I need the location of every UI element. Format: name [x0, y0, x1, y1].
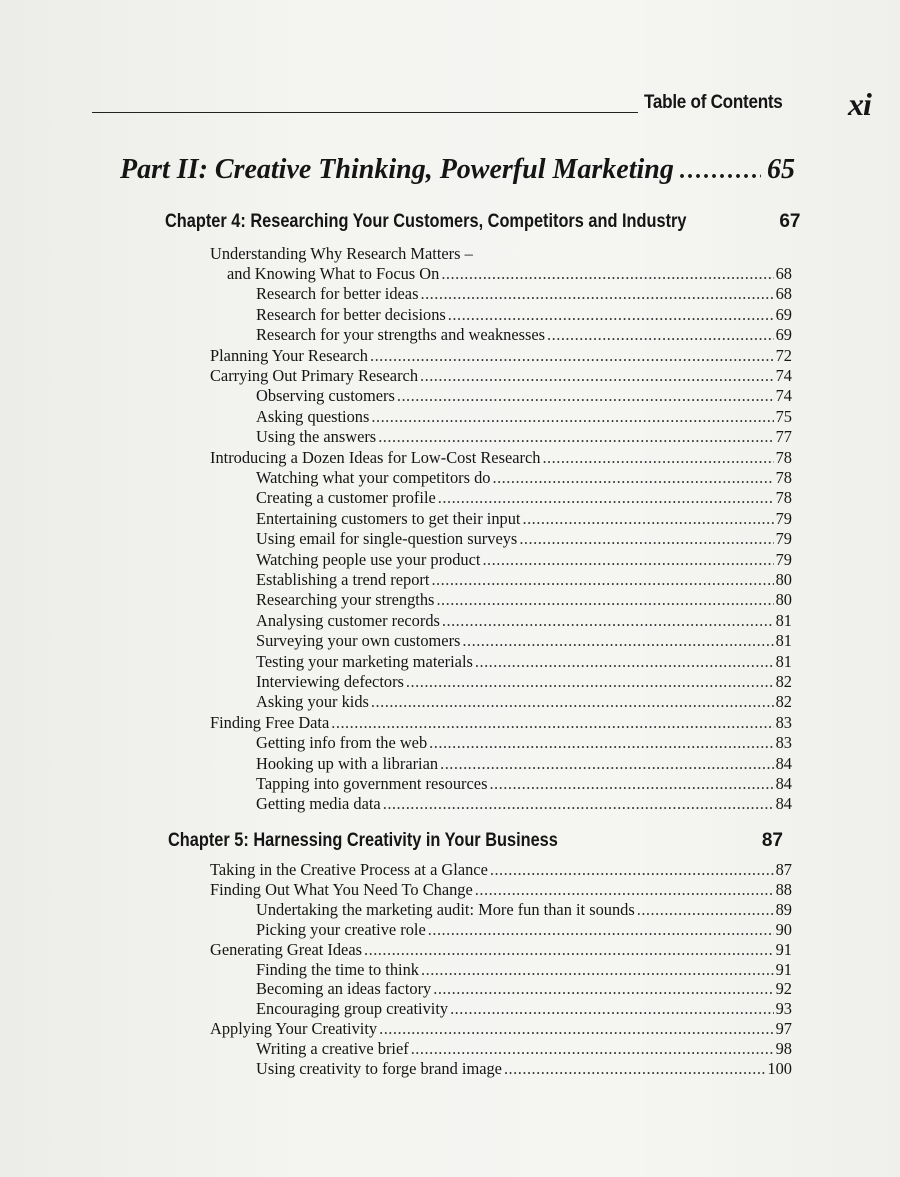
toc-entry [256, 733, 792, 753]
leader-dots [489, 774, 773, 794]
toc-entry-page: 80 [775, 570, 792, 589]
toc-entry-title: Introducing a Dozen Ideas for Low-Cost Research [210, 447, 541, 467]
toc-entry-title: Finding Out What You Need To Change [210, 879, 473, 899]
toc-entry-title: Surveying your own customers [256, 631, 461, 651]
leader-dots [433, 979, 773, 999]
toc-entry-title: Entertaining customers to get their input [256, 508, 521, 528]
toc-entry-title: Writing a creative brief [256, 1039, 409, 1059]
leader-dots [397, 386, 774, 406]
leader-dots [370, 346, 774, 366]
leader-dots [420, 366, 774, 386]
toc-entry [210, 448, 792, 468]
toc-entry [256, 794, 792, 814]
toc-entry [256, 407, 792, 427]
toc-entry-page: 79 [775, 549, 792, 569]
toc-entry-title: Using creativity to forge brand image [256, 1059, 502, 1078]
toc-entry [256, 652, 792, 672]
toc-entry [210, 940, 792, 960]
toc-entry [210, 713, 792, 733]
toc-entry-title: Hooking up with a librarian [256, 753, 439, 773]
toc-entry-page: 75 [775, 406, 792, 426]
toc-entry-page: 91 [775, 939, 792, 959]
leader-dots [406, 672, 774, 692]
leader-dots [482, 550, 773, 570]
toc-entry [256, 672, 792, 692]
toc-entry [210, 366, 792, 386]
leader-dots [490, 860, 774, 880]
toc-entry [227, 264, 792, 284]
leader-dots [383, 794, 774, 814]
toc-entry [256, 488, 792, 508]
toc-entry-title: Finding Free Data [210, 712, 330, 732]
leader-dots [547, 325, 774, 345]
toc-entry [256, 590, 792, 610]
toc-entry-title: Taking in the Creative Process at a Glance [210, 860, 488, 879]
toc-entry-title: Becoming an ideas factory [256, 979, 432, 999]
toc-entry-title: Analysing customer records [256, 610, 440, 630]
leader-dots [680, 158, 761, 185]
toc-entry-page: 84 [775, 794, 792, 814]
toc-entry-title: and Knowing What to Focus On [227, 264, 440, 283]
toc-entry-page: 82 [775, 692, 792, 712]
leader-dots [331, 713, 773, 733]
toc-entry-page: 80 [775, 590, 792, 610]
toc-entry-title: Research for better ideas [256, 284, 419, 304]
toc-entry [256, 920, 792, 940]
leader-dots [440, 754, 774, 774]
toc-entry-page: 68 [775, 264, 792, 283]
toc-entry-page: 78 [775, 488, 792, 508]
page-number: xi [848, 86, 871, 122]
part-title: Part II: Creative Thinking, Powerful Marketing [120, 154, 674, 185]
toc-entry-title: Finding the time to think [256, 959, 419, 979]
toc-entry-page: 81 [775, 631, 792, 651]
chapter-4-page: 67 [779, 211, 801, 232]
toc-entry-page: 79 [775, 529, 792, 549]
toc-entry [256, 611, 792, 631]
toc-entry-page: 87 [775, 860, 792, 879]
leader-dots [450, 999, 774, 1019]
leader-dots [519, 529, 773, 549]
toc-entry-page: 98 [775, 1039, 792, 1059]
toc-entry-page: 74 [775, 386, 792, 406]
toc-entry-page: 82 [775, 672, 792, 691]
leader-dots [411, 1039, 774, 1059]
toc-entry [256, 570, 792, 590]
toc-entry-title: Research for better decisions [256, 304, 446, 324]
toc-entry-title: Using the answers [256, 427, 377, 447]
leader-dots [492, 468, 773, 488]
toc-entry [256, 900, 792, 920]
leader-dots [637, 900, 774, 920]
leader-dots [542, 448, 773, 468]
toc-entry-page: 83 [775, 712, 792, 732]
toc-entry [256, 692, 792, 712]
toc-entry-page: 69 [775, 304, 792, 324]
chapter-5-title: Chapter 5: Harnessing Creativity in Your Business [168, 830, 558, 851]
leader-dots [364, 940, 774, 960]
toc-entry-title: Carrying Out Primary Research [210, 366, 419, 385]
toc-entry-title: Undertaking the marketing audit: More fun than it sounds [256, 899, 635, 919]
toc-entry-page: 97 [775, 1019, 792, 1039]
toc-entry-title: Interviewing defectors [256, 672, 404, 691]
toc-entry-page: 84 [775, 753, 792, 773]
toc-entry-title: Observing customers [256, 386, 395, 406]
toc-entry [256, 550, 792, 570]
toc-entry [256, 427, 792, 447]
toc-entry-title: Establishing a trend report [256, 570, 430, 589]
running-head [92, 86, 882, 120]
toc-entry-page: 72 [775, 345, 792, 365]
toc-entry-title: Research for your strengths and weaknesses [256, 325, 546, 345]
toc-entry [256, 631, 792, 651]
chapter-4-title: Chapter 4: Researching Your Customers, Competitors and Industry [165, 211, 687, 232]
chapter-5-page: 87 [761, 830, 783, 851]
leader-dots [371, 407, 773, 427]
chapter-4-heading [165, 211, 801, 233]
toc-entry-page: 91 [775, 959, 792, 979]
leader-dots [421, 960, 774, 980]
toc-entry-page: 90 [775, 919, 792, 939]
toc-entry-title: Applying Your Creativity [210, 1019, 378, 1039]
toc-entry [256, 754, 792, 774]
toc-entry-page: 100 [767, 1059, 792, 1078]
leader-dots [429, 733, 773, 753]
toc-entry-title: Tapping into government resources [256, 774, 488, 793]
toc-entry-title: Picking your creative role [256, 919, 426, 939]
toc-entry-page: 81 [775, 610, 792, 630]
toc-entry [256, 1039, 792, 1059]
chapter-5-heading [168, 830, 783, 852]
toc-entry-title: Asking your kids [256, 692, 369, 712]
toc-entry-page: 92 [775, 979, 792, 999]
part-heading [120, 154, 795, 186]
toc-entry-page: 81 [775, 651, 792, 671]
leader-dots [448, 305, 774, 325]
toc-entry-page: 68 [775, 284, 792, 304]
leader-dots [431, 570, 773, 590]
toc-entry [256, 979, 792, 999]
toc-entry-title: Getting info from the web [256, 733, 428, 753]
toc-entry-title: Watching people use your product [256, 549, 481, 569]
toc-entry [256, 386, 792, 406]
toc-heading-line: Understanding Why Research Matters – [210, 244, 473, 263]
toc-entry-page: 88 [775, 879, 792, 899]
toc-entry [256, 509, 792, 529]
toc-entry-title: Getting media data [256, 794, 381, 814]
leader-dots [522, 509, 773, 529]
toc-entry [256, 468, 792, 488]
toc-entry-title: Testing your marketing materials [256, 651, 473, 671]
leader-dots [475, 880, 774, 900]
toc-entry-title: Using email for single-question surveys [256, 529, 518, 549]
leader-dots [475, 652, 774, 672]
part-page: 65 [767, 154, 795, 185]
leader-dots [462, 631, 773, 651]
toc-entry [256, 1059, 792, 1079]
leader-dots [378, 427, 773, 447]
toc-entry [210, 860, 792, 880]
leader-dots [420, 284, 773, 304]
toc-entry-page: 84 [775, 774, 792, 793]
toc-entry-title: Creating a customer profile [256, 488, 436, 508]
toc-entry [256, 774, 792, 794]
toc-entry-page: 89 [775, 899, 792, 919]
toc-entry-page: 83 [775, 733, 792, 753]
toc-entry [256, 999, 792, 1019]
leader-dots [436, 590, 773, 610]
toc-entry-page: 93 [775, 999, 792, 1019]
toc-entry [256, 529, 792, 549]
leader-dots [371, 692, 774, 712]
toc-entry [256, 284, 792, 304]
toc-entry-title: Watching what your competitors do [256, 468, 491, 487]
leader-dots [438, 488, 774, 508]
toc-entry-title: Generating Great Ideas [210, 939, 362, 959]
toc-entry [210, 1019, 792, 1039]
toc-entry [256, 960, 792, 980]
toc-entry-title: Asking questions [256, 406, 370, 426]
toc-entry-page: 79 [775, 508, 792, 528]
toc-entry-title: Planning Your Research [210, 345, 368, 365]
toc-entry-title: Encouraging group creativity [256, 999, 449, 1019]
toc-entry-title: Researching your strengths [256, 590, 435, 610]
header-rule [92, 112, 638, 113]
running-head-title: Table of Contents [644, 92, 783, 113]
toc-entry-page: 69 [775, 325, 792, 345]
toc-entry [210, 346, 792, 366]
leader-dots [441, 264, 773, 284]
toc-entry-page: 77 [775, 427, 792, 447]
toc-entry-page: 78 [775, 468, 792, 487]
leader-dots [504, 1059, 765, 1079]
toc-entry-page: 74 [775, 366, 792, 385]
leader-dots [379, 1019, 774, 1039]
toc-entry [256, 305, 792, 325]
leader-dots [428, 920, 774, 940]
toc-entry-page: 78 [775, 447, 792, 467]
toc-entry [256, 325, 792, 345]
toc-entry [210, 880, 792, 900]
leader-dots [442, 611, 774, 631]
